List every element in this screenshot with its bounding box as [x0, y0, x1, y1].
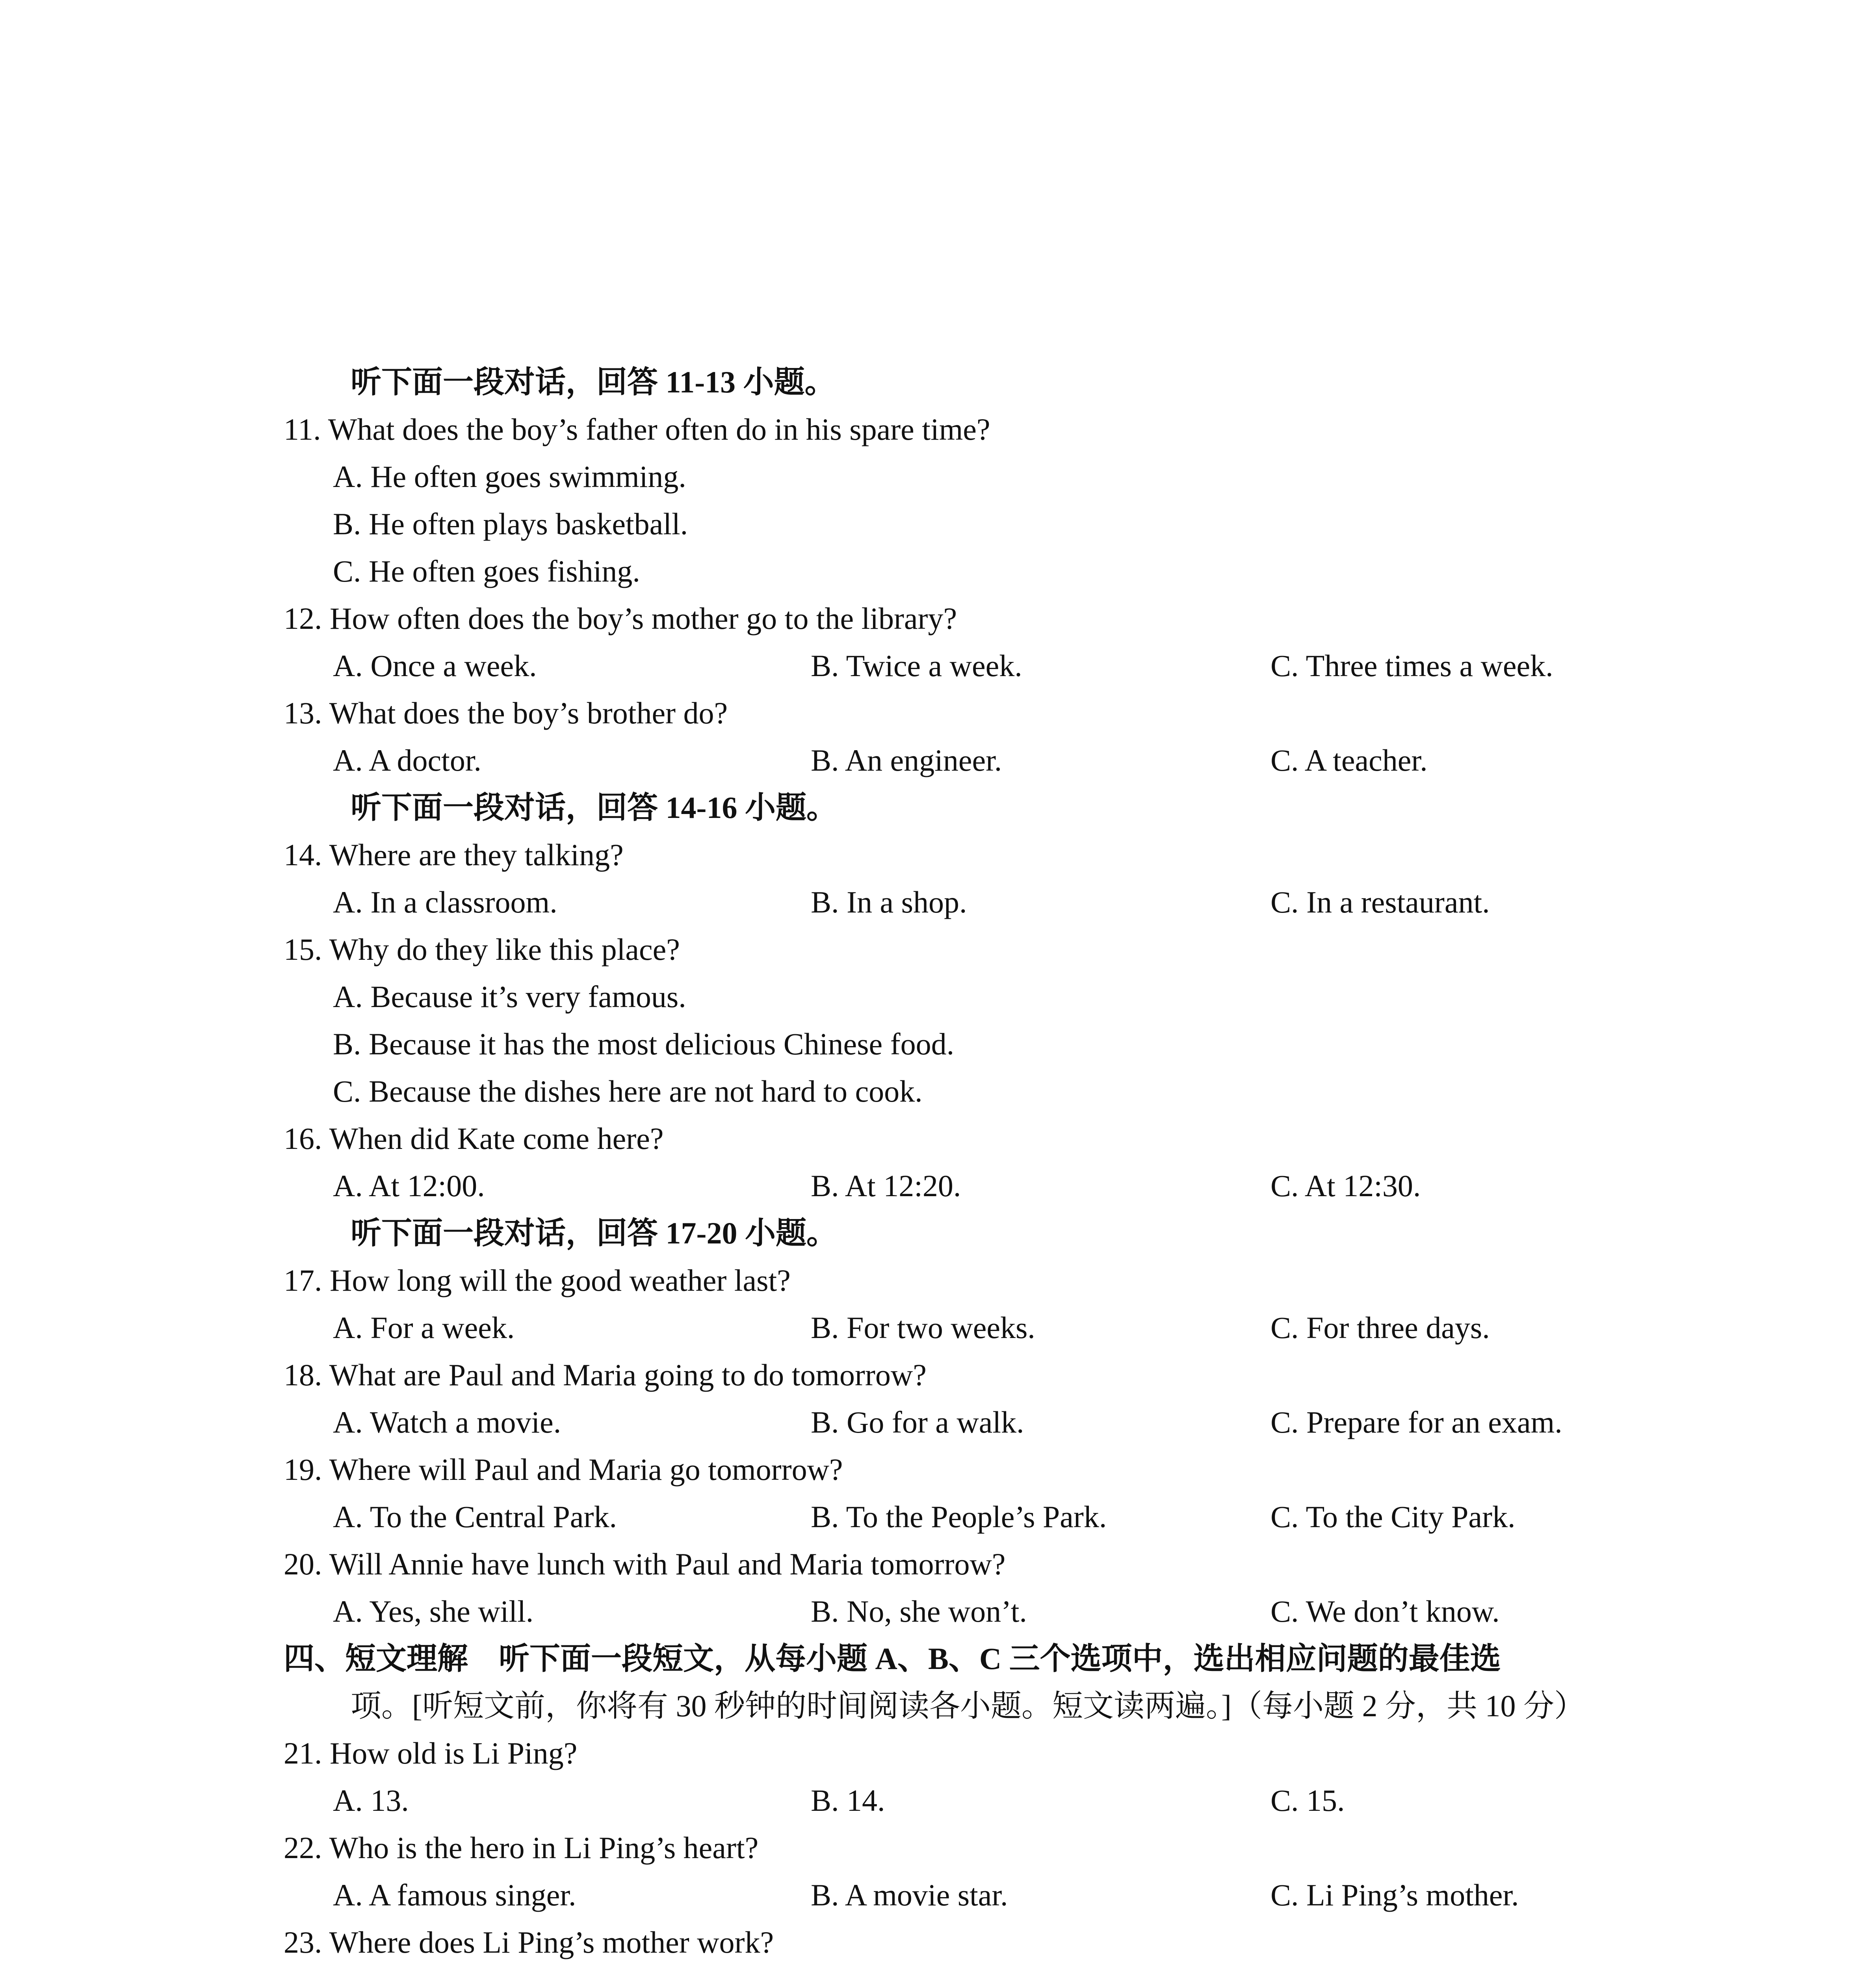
q22-option-c: C. Li Ping’s mother. [1270, 1878, 1519, 1912]
question-21: 21. How old is Li Ping? [284, 1736, 578, 1770]
q17-option-c: C. For three days. [1270, 1310, 1490, 1345]
part-four-instruction: 项。[听短文前，你将有 30 秒钟的时间阅读各小题。短文读两遍。]（每小题 2 分，共 10 分） [351, 1689, 1585, 1723]
q11-option-c: C. He often goes fishing. [333, 554, 640, 588]
q13-option-b: B. An engineer. [811, 743, 1002, 777]
q12-option-b: B. Twice a week. [811, 649, 1022, 683]
q19-option-b: B. To the People’s Park. [811, 1500, 1107, 1534]
q22-options [284, 1872, 1599, 1919]
q17-options [284, 1304, 1599, 1351]
q18-option-c: C. Prepare for an exam. [1270, 1405, 1562, 1439]
q23-options [284, 1966, 1599, 1970]
q19-option-a: A. To the Central Park. [333, 1500, 617, 1534]
q13-option-a: A. A doctor. [333, 743, 482, 777]
q18-option-b: B. Go for a walk. [811, 1405, 1024, 1439]
q22-option-a: A. A famous singer. [333, 1878, 576, 1912]
q23-option-c [1270, 1966, 1454, 1970]
section-heading-11-13: 听下面一段对话，回答 11-13 小题。 [351, 365, 836, 399]
q21-option-a: A. 13. [333, 1783, 409, 1818]
exam-content [284, 359, 1599, 1970]
q17-option-b: B. For two weeks. [811, 1310, 1035, 1345]
question-12: 12. How often does the boy’s mother go to the library? [284, 601, 957, 636]
q13-options [284, 737, 1599, 784]
q20-option-a: A. Yes, she will. [333, 1594, 534, 1628]
q16-option-a: A. At 12:00. [333, 1169, 485, 1203]
question-13: 13. What does the boy’s brother do? [284, 696, 728, 730]
question-22: 22. Who is the hero in Li Ping’s heart? [284, 1831, 759, 1865]
section-heading-17-20: 听下面一段对话，回答 17-20 小题。 [351, 1216, 837, 1250]
q19-options [284, 1493, 1599, 1541]
q12-option-c: C. Three times a week. [1270, 649, 1553, 683]
q15-option-b: B. Because it has the most delicious Chinese food. [333, 1027, 955, 1061]
q12-options [284, 642, 1599, 690]
part-four-heading: 四、短文理解 听下面一段短文，从每小题 A、B、C 三个选项中，选出相应问题的最佳选 [284, 1641, 1501, 1676]
question-17: 17. How long will the good weather last? [284, 1263, 791, 1297]
question-19: 19. Where will Paul and Maria go tomorrow? [284, 1452, 843, 1487]
question-23: 23. Where does Li Ping’s mother work? [284, 1925, 774, 1959]
q23-option-a [333, 1966, 530, 1970]
q18-options [284, 1399, 1599, 1446]
q22-option-b: B. A movie star. [811, 1878, 1008, 1912]
q18-option-a: A. Watch a movie. [333, 1405, 561, 1439]
q20-options [284, 1588, 1599, 1635]
q11-option-a: A. He often goes swimming. [333, 459, 686, 494]
q19-option-c: C. To the City Park. [1270, 1500, 1516, 1534]
question-11: 11. What does the boy’s father often do in his spare time? [284, 412, 990, 446]
q12-option-a: A. Once a week. [333, 649, 537, 683]
q21-options [284, 1777, 1599, 1824]
section-heading-14-16: 听下面一段对话，回答 14-16 小题。 [351, 790, 837, 825]
question-15: 15. Why do they like this place? [284, 932, 680, 966]
q21-option-c: C. 15. [1270, 1783, 1345, 1818]
q21-option-b: B. 14. [811, 1783, 885, 1818]
q14-option-c: C. In a restaurant. [1270, 885, 1490, 919]
q17-option-a: A. For a week. [333, 1310, 515, 1345]
question-14: 14. Where are they talking? [284, 838, 624, 872]
question-18: 18. What are Paul and Maria going to do tomorrow? [284, 1358, 927, 1392]
q16-option-c: C. At 12:30. [1270, 1169, 1421, 1203]
q11-option-b: B. He often plays basketball. [333, 507, 688, 541]
q15-option-a: A. Because it’s very famous. [333, 979, 686, 1014]
q20-option-c: C. We don’t know. [1270, 1594, 1500, 1628]
question-20: 20. Will Annie have lunch with Paul and Maria tomorrow? [284, 1547, 1006, 1581]
q23-option-b [811, 1966, 989, 1970]
q14-option-b: B. In a shop. [811, 885, 967, 919]
question-16: 16. When did Kate come here? [284, 1121, 664, 1156]
q16-option-b: B. At 12:20. [811, 1169, 961, 1203]
q16-options [284, 1162, 1599, 1210]
q14-option-a: A. In a classroom. [333, 885, 557, 919]
q13-option-c: C. A teacher. [1270, 743, 1428, 777]
q20-option-b: B. No, she won’t. [811, 1594, 1027, 1628]
q15-option-c: C. Because the dishes here are not hard to cook. [333, 1074, 923, 1108]
q14-options [284, 879, 1599, 926]
